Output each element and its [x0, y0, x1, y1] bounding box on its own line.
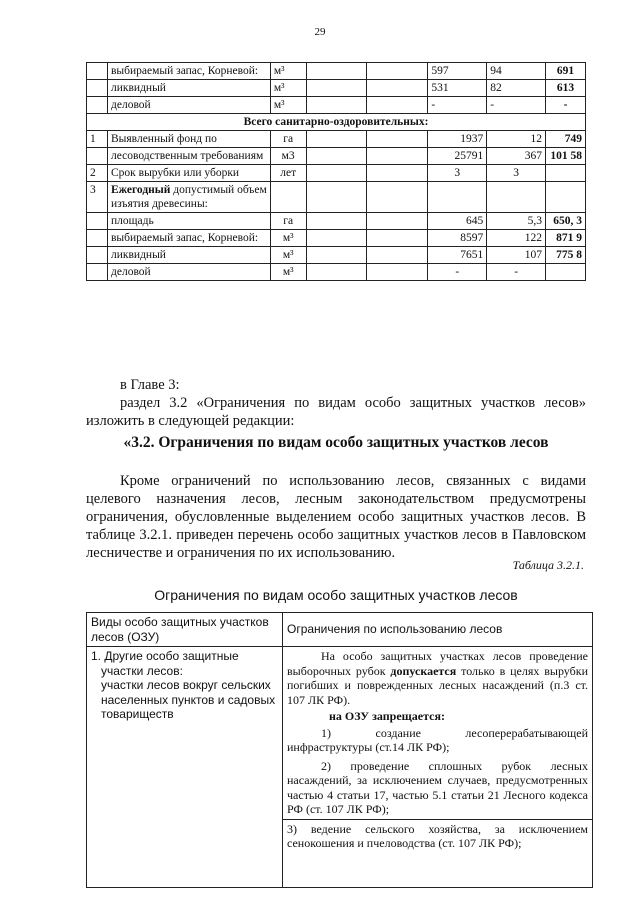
table-row: площадь га 645 5,3 650, 3 [87, 213, 586, 230]
restrictions-table [86, 612, 593, 888]
table-row: лесоводственным требованиям м3 25791 367 101 58 [87, 148, 586, 165]
table-row: 1 Выявленный фонд по га 1937 12 749 [87, 131, 586, 148]
restriction-item: 1) создание лесоперерабатывающей инфраструктуры (ст.14 ЛК РФ); [287, 725, 588, 754]
table-row: выбираемый запас, Корневой: м³ 597 94 691 [87, 63, 586, 80]
table-title: Ограничения по видам особо защитных участков лесов [154, 587, 518, 603]
table-header-row [87, 613, 593, 647]
table-row: ликвидный м³ 531 82 613 [87, 80, 586, 97]
paragraph-chapter: в Главе 3: [120, 377, 180, 393]
prohibited-label: на ОЗУ запрещается: [329, 709, 445, 723]
restriction-allowed: На особо защитных участках лесов проведение выборочных рубок допускается только в целях вырубки погибших и поврежденных лесных насаждений (п.3 ст. 107 ЛК РФ). [287, 649, 588, 707]
table-row: 1. Другие особо защитные участки лесов: участки лесов вокруг сельских населенных пунктов и садовых товариществ На особо защитных участках лесов проведение выборочных рубок допускается только в целях вырубки погибших и поврежденных лесных насаждений (п.3 ст. 107 ЛК РФ). на ОЗУ запрещается: 1) создание лесоперерабатывающей инфраструктуры (ст.14 ЛК РФ); 2) проведение сплошных рубок лесных насаждений, за исключением случаев, предусмотренных частью 4 статьи 17, частью 5.1 статьи 21 Лесного кодекса РФ (ст. 107 ЛК РФ); 3) ведение сельского хозяйства, за исключением сенокошения и пчеловодства (ст. 107 ЛК РФ); [87, 647, 593, 888]
table-caption: Таблица 3.2.1. [512, 558, 584, 572]
table-row: деловой м³ - - - [87, 97, 586, 114]
restriction-item: 3) ведение сельского хозяйства, за исключением сенокошения и пчеловодства (ст. 107 ЛК РФ); [283, 819, 592, 853]
restriction-item: 2) проведение сплошных рубок лесных насаждений, за исключением случаев, предусмотренных частью 4 статьи 17, частью 5.1 статьи 21 Лесного кодекса РФ (ст. 107 ЛК РФ); [287, 758, 588, 816]
paragraph-restrictions: Кроме ограничений по использованию лесов, связанных с видами целевого назначения лесов, лесным законодательством предусмотрены ограничения, обусловленные выделением особо защитных участков лесов. В таблице 3.2.1. приведен перечень особо защитных участков лесов в Павловском лесничестве и ограничения по их использованию. [86, 473, 586, 561]
table-row: деловой м³ - - [87, 264, 586, 281]
header-ozu-types: Виды особо защитных участков лесов (ОЗУ) [87, 613, 283, 647]
page-number: 29 [314, 26, 326, 38]
table-row: ликвидный м³ 7651 107 775 8 [87, 247, 586, 264]
table-section-row [87, 114, 586, 131]
table-row: 2 Срок вырубки или уборки лет 3 3 [87, 165, 586, 182]
forest-stock-table [86, 62, 586, 281]
header-restrictions: Ограничения по использованию лесов [283, 613, 593, 647]
table-row: 3 Ежегодный допустимый объем изъятия древесины: [87, 182, 586, 213]
section-title: Всего санитарно-оздоровительных: [87, 114, 586, 131]
table-row: выбираемый запас, Корневой: м³ 8597 122 871 9 [87, 230, 586, 247]
section-heading: «3.2. Ограничения по видам особо защитных участков лесов [123, 434, 549, 451]
paragraph-section-edit: раздел 3.2 «Ограничения по видам особо защитных участков лесов» изложить в следующей редакции: [86, 395, 586, 429]
